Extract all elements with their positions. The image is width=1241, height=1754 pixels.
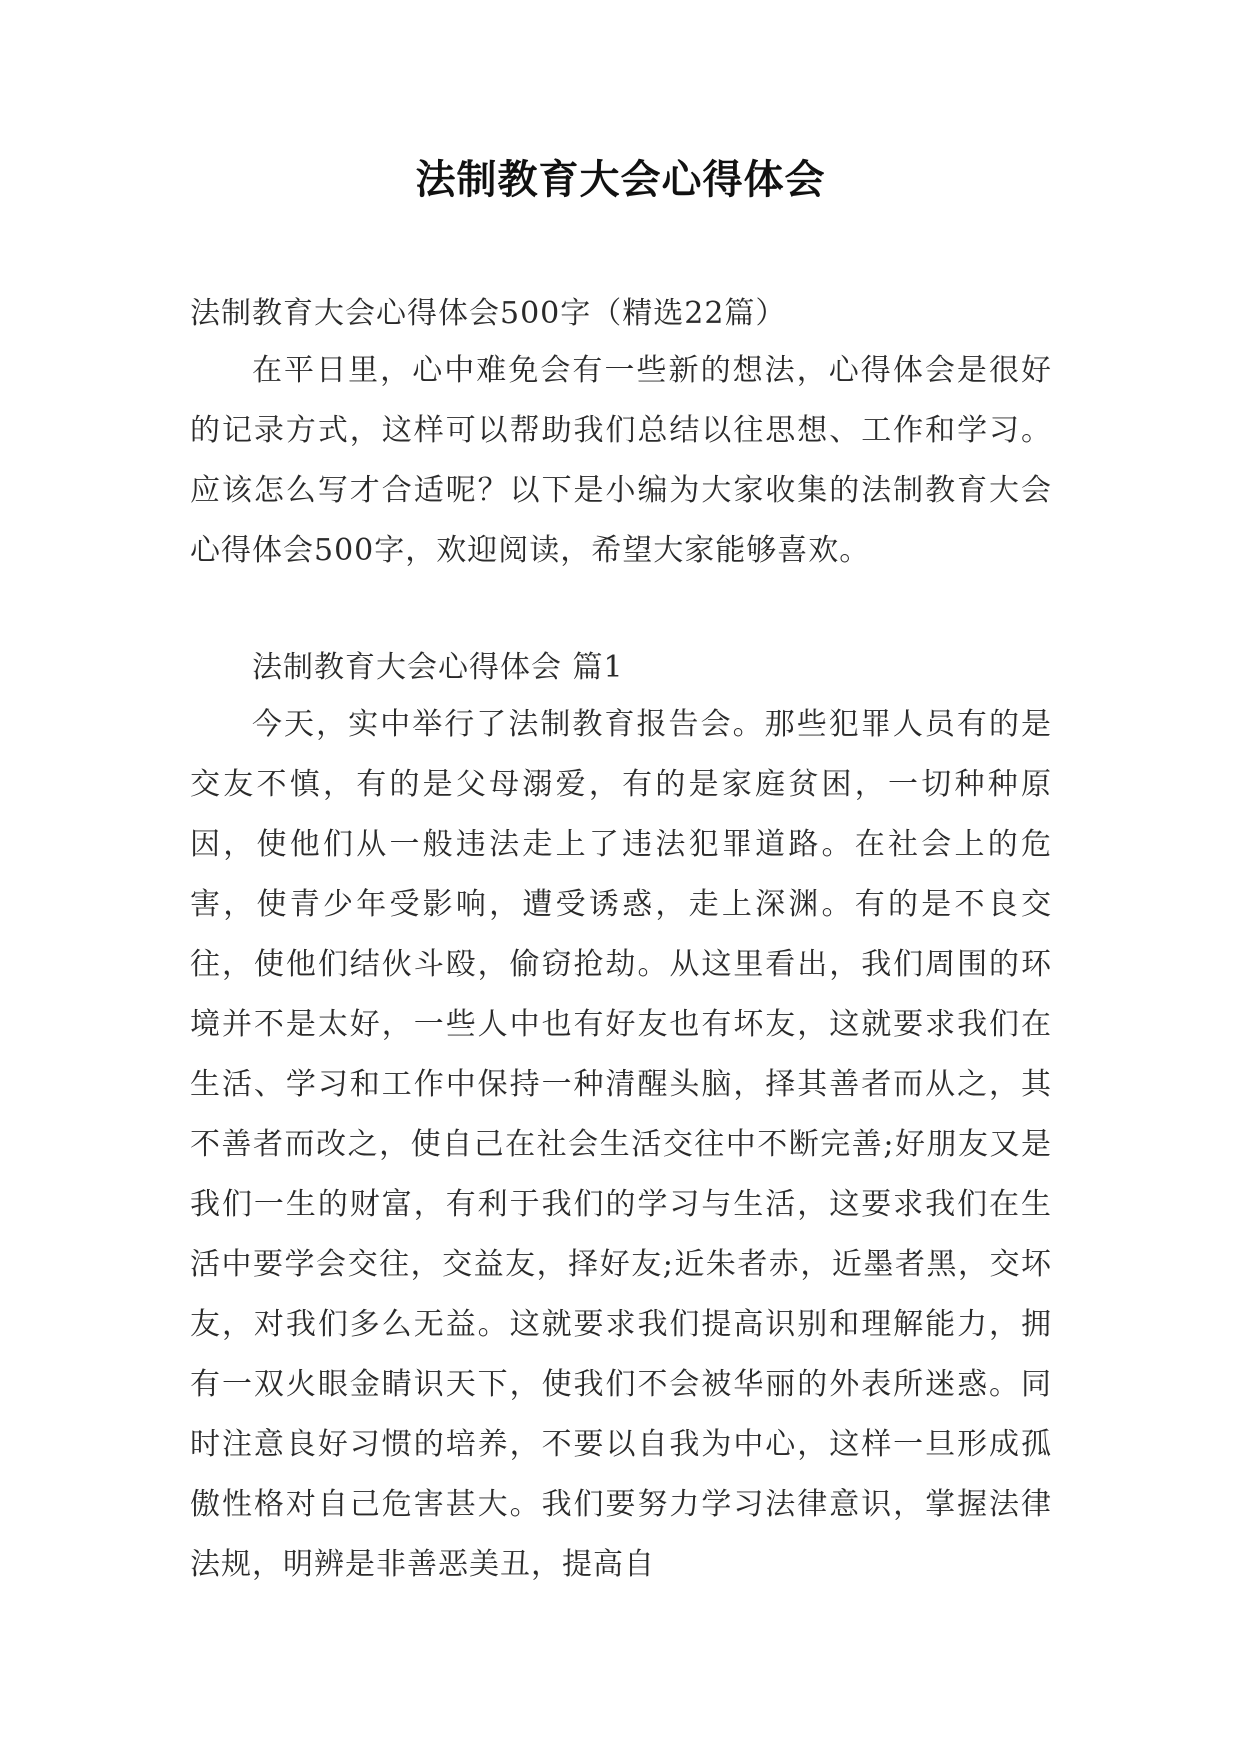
section-paragraph: 今天，实中举行了法制教育报告会。那些犯罪人员有的是交友不慎，有的是父母溺爱，有的是家庭贫困，一切种种原因，使他们从一般违法走上了违法犯罪道路。在社会上的危害，使青少年受影响，遭受诱惑，走上深渊。有的是不良交往，使他们结伙斗殴，偷窃抢劫。从这里看出，我们周围的环境并不是太好，一些人中也有好友也有坏友，这就要求我们在生活、学习和工作中保持一种清醒头脑，择其善者而从之，其不善者而改之，使自己在社会生活交往中不断完善;好朋友又是我们一生的财富，有利于我们的学习与生活，这要求我们在生活中要学会交往，交益友，择好友;近朱者赤，近墨者黑，交坏友，对我们多么无益。这就要求我们提高识别和理解能力，拥有一双火眼金睛识天下，使我们不会被华丽的外表所迷惑。同时注意良好习惯的培养，不要以自我为中心，这样一旦形成孤傲性格对自己危害甚大。我们要努力学习法律意识，掌握法律法规，明辨是非善恶美丑，提高自 [190, 707, 1052, 1582]
document-subtitle: 法制教育大会心得体会500字（精选22篇） [190, 296, 787, 331]
intro-paragraph: 在平日里，心中难免会有一些新的想法，心得体会是很好的记录方式，这样可以帮助我们总结以往思想、工作和学习。应该怎么写才合适呢？以下是小编为大家收集的法制教育大会心得体会500字，欢迎阅读，希望大家能够喜欢。 [190, 353, 1052, 568]
document-title: 法制教育大会心得体会 [415, 156, 826, 203]
section-heading: 法制教育大会心得体会 篇1 [252, 650, 624, 685]
